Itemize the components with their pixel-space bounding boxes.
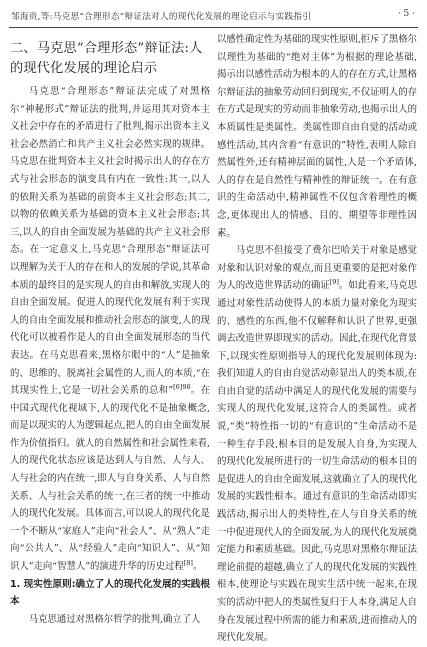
subsection-title: 1. 现实性原则:确立了人的现代化发展的实践根本 bbox=[10, 578, 210, 608]
left-paragraph-1-tail: 。在中国式现代化视域下,人的现代化不是抽象概念,而是以现实的人为逻辑起点,把人的自由全面发展作为价值指归。就人的自然属性和社会属性来看,人的现代化状态应该是达到人与自然、人与人、人与社会的内在统一,即人与自身关系、人与自然关系、人与社会关系的统一,在三者的统一中推动人的现代化发展。具体而言,可以说人的现代化是一个不断从“家庭人”走向“社会人”、从“熟人”走向“公共人”、从“经验人”走向“知识人”、从“知识人”走向“智慧人”的演进升华的历史过程 bbox=[10, 385, 210, 573]
section-title bbox=[10, 39, 210, 79]
left-paragraph-1-text: 马克思“合理形态”辩证法完成了对黑格尔“神秘形式”辩证法的批判,并运用其对资本主义社会中存在的矛盾进行了批判,揭示出资本主义社会必然消亡和共产主义社会必然实现的规律。马克思在批判资本主义社会时揭示出人的存在方式与社会形态的演变具有内在一致性:其一,以人的依附关系为基础的前资本主义社会形态;其二,以物的依赖关系为基础的资本主义社会形态;其三,以人的自由全面发展为基础的共产主义社会形态。在一定意义上,马克思“合理形态”辩证法可以理解为关于人的存在和人的发展的学说,其革命本质的最终目的是实现人的自由和解放,实现人的自由全面发展。促进人的现代化发展有利于实现人的自由全面发展和推动社会形态的演变,人的现代化可以被看作是人的自由全面发展形态的当代表达。在马克思看来,黑格尔眼中的“人”是抽象的、思维的、脱离社会属性的人,而人的本质,“在其现实性上,它是一切社会关系的总和” bbox=[10, 86, 210, 397]
citation-9: [9] bbox=[329, 278, 339, 287]
left-paragraph-1-end: 。 bbox=[192, 561, 203, 573]
citation-8: [8] bbox=[183, 558, 193, 567]
right-paragraph-2-tail: 。如此看来,马克思通过对象性活动使得人的本质力量对象化为现实的、感性的东西,他不仅解释和认识了世界,更强调去改造世界即现实的活动。因此,在现代化背景下,以现实性原则指导人的现代化发展则体现为:我们知道人的自由自觉活动彰显出人的类本质,在自由自觉的活动中满足人的现代化发展的需要与实现人的现代化发展,这符合人的类属性。或者说,“类”特性指一切的“有意识的”生命活动不是一种生存手段,根本目的是发展人自身,为实现人的现代化发展所进行的一切生命活动的根本目的是促进人的自由全面发展,这就确立了人的现代化发展的实践性根本。通过有意识的生命活动即实践活动,揭示出人的类特性,在人与自身关系的统一中促进现代人的全面发展,为人的现代化发展奠定能力和素质基础。因此,马克思对黑格尔辩证法理论前提的超越,确立了人的现代化发展的实践性根本,使理论与实践在现实生活中统一起来,在现实的活动中把人的类属性复归于人本身,满足人自身在发展过程中所需的能力和素质,进而推动人的现代化发展。 bbox=[217, 280, 417, 644]
running-header bbox=[0, 0, 427, 28]
section-title-line2: 的现代化发展的理论启示 bbox=[10, 61, 158, 76]
right-paragraph-2-text: 马克思不但接受了费尔巴哈关于对象是感觉对象和认识对象的观点,而且更重要的是把对象作为人的改造世界活动的确证 bbox=[217, 245, 417, 292]
page-number: · 5 · bbox=[397, 9, 415, 19]
right-column bbox=[217, 31, 417, 647]
right-paragraph-2 bbox=[217, 242, 417, 647]
citation-6: [6]98 bbox=[173, 382, 191, 391]
running-title: 邹海贵,等:马克思“合理形态”辩证法对人的现代化发展的理论启示与实践指引 bbox=[11, 12, 312, 22]
left-paragraph-1 bbox=[10, 83, 210, 576]
right-paragraph-1: 以感性确定性为基础的现实性原则,拒斥了黑格尔以理性为基础的“绝对主体”为根据的理论基础,揭示出以感性活动为根本的人的存在方式,让黑格尔辩证法的抽象劳动回归到现实,不仅证明人的存在方式是现实的劳动而非抽象劳动,也揭示出人的本质属性是类属性。类属性即自由自觉的活动或感性活动,其内含着“有意识的”特性,表明人除自然属性外,还有精神层面的属性,人是一个矛盾体,人的存在是自然性与精神性的辩证统一。在有意识的生命活动中,精神属性不仅包含着理性的概念,更体现出人的情感、目的、期望等非理性因素。 bbox=[217, 34, 417, 239]
section-title-line1: 二、马克思“合理形态”辩证法:人 bbox=[10, 41, 203, 56]
left-column bbox=[10, 31, 210, 628]
header-divider bbox=[9, 27, 418, 28]
left-paragraph-2: 马克思通过对黑格尔哲学的批判,确立了人 bbox=[28, 613, 201, 625]
